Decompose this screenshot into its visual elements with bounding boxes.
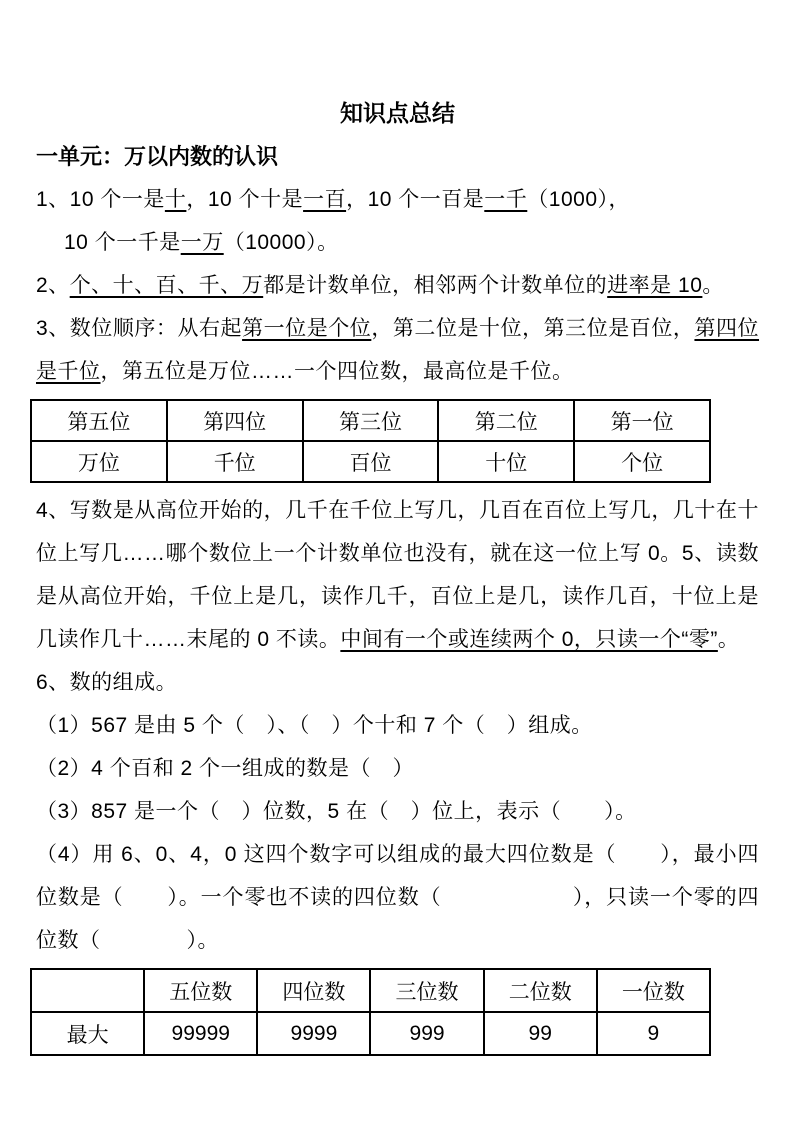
table-cell: 四位数 — [257, 969, 370, 1012]
text-run: （10000）。 — [223, 231, 339, 254]
underlined-text: 一万 — [180, 231, 224, 254]
table-cell: 最大 — [31, 1012, 144, 1055]
paragraph-1-line-1 — [36, 178, 759, 221]
paragraph-2 — [36, 264, 759, 307]
table-cell — [31, 969, 144, 1012]
underlined-text: 十 — [164, 188, 187, 211]
table-cell: 9 — [597, 1012, 710, 1055]
text-run: （1000）， — [527, 188, 630, 211]
paragraph-3 — [36, 307, 759, 393]
text-run: 6、数的组成。 — [36, 671, 178, 694]
underlined-text: 中间有一个或连续两个 0，只读一个“零” — [340, 628, 718, 651]
text-run: ，第二位是十位，第三位是百位， — [371, 317, 695, 340]
underlined-text: 一百 — [303, 188, 347, 211]
paragraph-4-5 — [36, 489, 759, 661]
page-title: 知识点总结 — [340, 100, 455, 126]
paragraph-6-item-2 — [36, 747, 759, 790]
table-cell: 五位数 — [144, 969, 257, 1012]
digit-position-table — [30, 399, 711, 483]
text-run: 4、写数是从高位开始的，几千在千位上写几，几百在百位上写几，几十在十位上写几……哪个数位上一个计数单位也没有，就在这一位上写 0。5、读数是从高位开始，千位上是几，读作几千，百位上是几，读作几百，十位上是几读作几十……末尾的 0 不读。 — [36, 499, 759, 651]
text-run: 2、 — [36, 274, 70, 297]
table-cell: 第二位 — [438, 400, 574, 441]
text-run: ，第五位是万位……一个四位数，最高位是千位。 — [100, 360, 574, 383]
section-heading: 一单元：万以内数的认识 — [36, 144, 279, 169]
text-run: 3、数位顺序：从右起 — [36, 317, 243, 340]
text-run: 。 — [702, 274, 724, 297]
table-cell: 十位 — [438, 441, 574, 482]
text-run: 1、10 个一是 — [36, 188, 165, 211]
underlined-text: 第一位是个位 — [242, 317, 372, 340]
underlined-text: 一千 — [484, 188, 528, 211]
table-row — [31, 969, 710, 1012]
underlined-text: 个、十、百、千、万 — [69, 274, 264, 297]
table-cell: 999 — [370, 1012, 483, 1055]
table-cell: 9999 — [257, 1012, 370, 1055]
paragraph-6-item-3 — [36, 790, 759, 833]
text-run: （2）4 个百和 2 个一组成的数是（ ） — [36, 757, 415, 780]
paragraph-6-heading — [36, 661, 759, 704]
table-cell: 99 — [484, 1012, 597, 1055]
paragraph-6-item-1 — [36, 704, 759, 747]
text-run: 。 — [717, 628, 740, 651]
table-cell: 三位数 — [370, 969, 483, 1012]
text-run: ，10 个十是 — [186, 188, 304, 211]
table-row — [31, 400, 710, 441]
table-cell: 个位 — [574, 441, 710, 482]
table-cell: 第五位 — [31, 400, 167, 441]
paragraph-1-line-2 — [36, 221, 759, 264]
underlined-text: 第四位是千位 — [36, 317, 760, 383]
text-run: （1）567 是由 5 个（ ）、（ ）个十和 7 个（ ）组成。 — [36, 714, 593, 737]
underlined-text: 进率是 10 — [607, 274, 703, 297]
table-row — [31, 1012, 710, 1055]
table-cell: 一位数 — [597, 969, 710, 1012]
text-run: （3）857 是一个（ ）位数，5 在（ ）位上，表示（ ）。 — [36, 800, 637, 823]
table-cell: 第三位 — [303, 400, 439, 441]
paragraph-6-item-4 — [36, 833, 759, 962]
text-run: ，10 个一百是 — [346, 188, 485, 211]
text-run: 都是计数单位，相邻两个计数单位的 — [263, 274, 608, 297]
text-run: （4）用 6、0、4，0 这四个数字可以组成的最大四位数是（ ），最小四位数是（ ）。一个零也不读的四位数（ ），只读一个零的四位数（ ）。 — [36, 843, 759, 952]
table-cell: 99999 — [144, 1012, 257, 1055]
table-cell: 二位数 — [484, 969, 597, 1012]
table-cell: 第一位 — [574, 400, 710, 441]
table-cell: 万位 — [31, 441, 167, 482]
max-number-table — [30, 968, 711, 1056]
table-cell: 第四位 — [167, 400, 303, 441]
table-row — [31, 441, 710, 482]
table-cell: 百位 — [303, 441, 439, 482]
text-run: 10 个一千是 — [64, 231, 181, 254]
table-cell: 千位 — [167, 441, 303, 482]
